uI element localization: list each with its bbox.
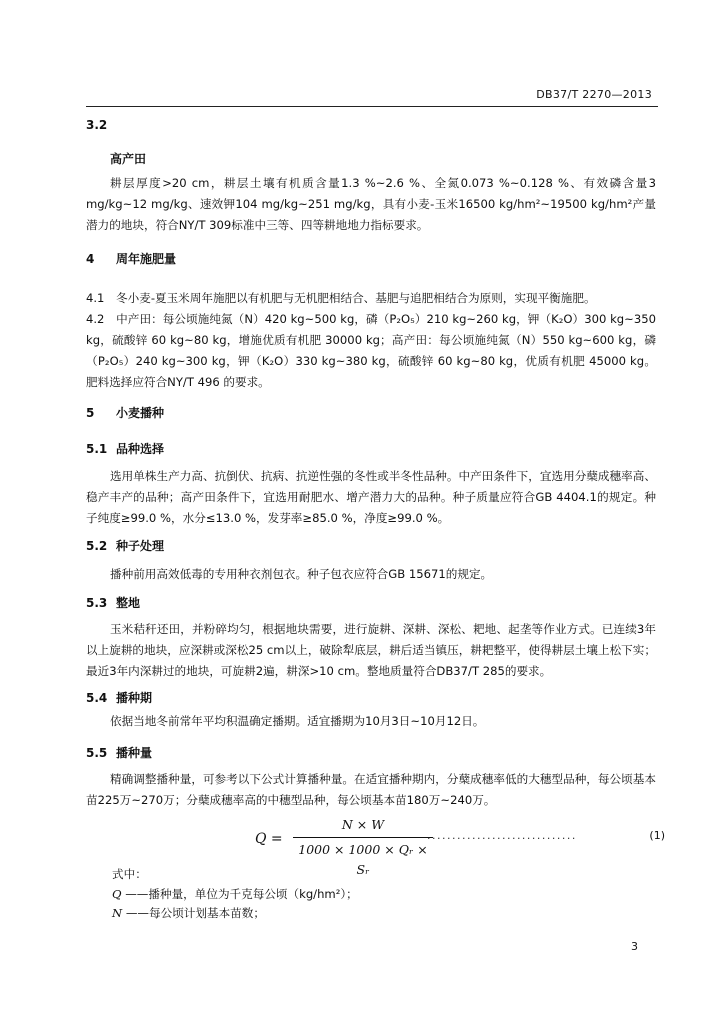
section-title-wheat-sowing: 小麦播种 bbox=[116, 406, 165, 420]
section-number-4: 4 bbox=[86, 252, 95, 266]
section-heading-5-4 bbox=[86, 689, 152, 706]
section-title-seeding-rate: 播种量 bbox=[116, 746, 153, 760]
section-number-5-3: 5.3 bbox=[86, 596, 108, 610]
where-intro: 式中： bbox=[112, 867, 147, 881]
section-title-sowing-date: 播种期 bbox=[116, 691, 153, 705]
doc-code-header: DB37/T 2270—2013 bbox=[536, 88, 652, 101]
section-title-fertilizer: 周年施肥量 bbox=[116, 252, 177, 266]
section-heading-5 bbox=[86, 404, 164, 421]
paragraph-5-1: 选用单株生产力高、抗倒伏、抗病、抗逆性强的冬性或半冬性品种。中产田条件下，宜选用分蘖成穗率高、稳产丰产的品种；高产田条件下，宜选用耐肥水、增产潜力大的品种。种子质量应符合GB 4404.1的规定。种子纯度≥99.0 %，水分≤13.0 %，发芽率≥85.0 %，净度≥99.0 %。 bbox=[86, 469, 656, 525]
fraction-bar bbox=[293, 837, 433, 838]
section-title-high-yield: 高产田 bbox=[110, 152, 147, 166]
section-title-land-prep: 整地 bbox=[116, 596, 141, 610]
seeding-rate-formula bbox=[255, 815, 665, 877]
paragraph-high-yield: 耕层厚度>20 cm，耕层土壤有机质含量1.3 %~2.6 %、全氮0.073 %~0.128 %、有效磷含量3 mg/kg~12 mg/kg、速效钾104 mg/kg~251 mg/kg，具有小麦-玉米16500 kg/hm²~19500 kg/hm²产量潜力的地块，符合NY/T 309标准中三等、四等耕地地力指标要求。 bbox=[86, 176, 656, 232]
section-heading-5-5 bbox=[86, 744, 152, 761]
section-heading-5-2 bbox=[86, 537, 164, 554]
section-heading-4 bbox=[86, 250, 176, 267]
paragraph-5-5: 精确调整播种量，可参考以下公式计算播种量。在适宜播种期内，分蘖成穗率低的大穗型品种，每公顷基本苗225万~270万；分蘖成穗率高的中穗型品种，每公顷基本苗180万~240万。 bbox=[86, 772, 656, 807]
header-rule bbox=[86, 106, 658, 107]
section-number-5-1: 5.1 bbox=[86, 442, 108, 456]
formula-lhs: Q = bbox=[255, 831, 283, 847]
section-number-5-2: 5.2 bbox=[86, 539, 108, 553]
paragraph-4-2: 4.2 中产田：每公顷施纯氮（N）420 kg~500 kg，磷（P₂O₅）210 kg~260 kg，钾（K₂O）300 kg~350 kg，硫酸锌 60 kg~80 kg，增施优质有机肥 30000 kg；高产田：每公顷施纯氮（N）550 kg~600 kg，磷（P₂O₅）240 kg~300 kg，钾（K₂O）330 kg~380 kg，硫酸锌 60 kg~80 kg，优质有机肥 45000 kg。肥料选择应符合NY/T 496 的要求。 bbox=[86, 312, 656, 389]
paragraph-4-1: 4.1 冬小麦-夏玉米周年施肥以有机肥与无机肥相结合、基肥与追肥相结合为原则，实现平衡施肥。 bbox=[86, 291, 596, 305]
section-title-variety: 品种选择 bbox=[116, 442, 165, 456]
symbol-q: Q bbox=[112, 887, 122, 901]
symbol-n: N bbox=[112, 906, 123, 920]
definition-n-text: ——每公顷计划基本苗数； bbox=[122, 906, 265, 920]
section-number-5: 5 bbox=[86, 406, 95, 420]
section-heading-5-3 bbox=[86, 594, 140, 611]
section-number-5-4: 5.4 bbox=[86, 691, 108, 705]
definition-n bbox=[112, 903, 682, 924]
definition-q bbox=[112, 884, 682, 905]
definition-q-text: ——播种量，单位为千克每公顷（kg/hm²）； bbox=[121, 887, 358, 901]
formula-numerator: N × W bbox=[341, 817, 385, 832]
formula-denominator: 1000 × 1000 × Qᵣ × Sᵣ bbox=[298, 842, 428, 877]
section-title-seed-treatment: 种子处理 bbox=[116, 539, 165, 553]
formula-fraction bbox=[293, 815, 433, 877]
section-number-3-2: 3.2 bbox=[86, 118, 108, 132]
section-heading-5-1 bbox=[86, 440, 164, 457]
page-number: 3 bbox=[631, 940, 638, 953]
paragraph-5-2: 播种前用高效低毒的专用种衣剂包衣。种子包衣应符合GB 15671的规定。 bbox=[110, 567, 493, 581]
formula-leader-dots: .............................. bbox=[427, 829, 577, 842]
paragraph-5-4: 依据当地冬前常年平均积温确定播期。适宜播期为10月3日~10月12日。 bbox=[110, 714, 485, 728]
section-number-5-5: 5.5 bbox=[86, 746, 108, 760]
paragraph-5-3: 玉米秸秆还田，并粉碎均匀，根据地块需要，进行旋耕、深耕、深松、耙地、起垄等作业方式。已连续3年以上旋耕的地块，应深耕或深松25 cm以上，破除犁底层，耕后适当镇压，耕耙整平，使得耕层土壤上松下实；最近3年内深耕过的地块，可旋耕2遍，耕深>10 cm。整地质量符合DB37/T 285的要求。 bbox=[86, 622, 656, 678]
equation-number: (1) bbox=[649, 829, 665, 842]
